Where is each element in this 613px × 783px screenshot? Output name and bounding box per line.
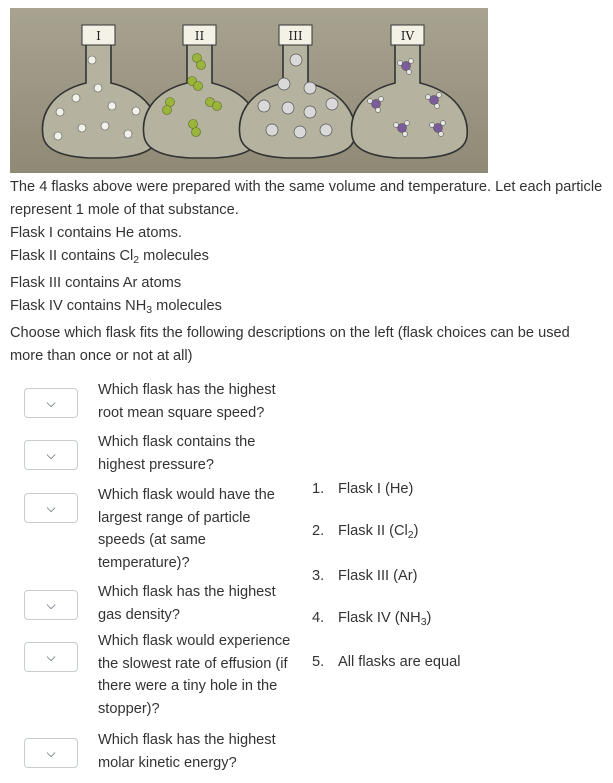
flask-3-label: III	[288, 29, 303, 43]
intro-line: The 4 flasks above were prepared with the same volume and temperature. Let each particle represent 1 mole of that substance.	[10, 179, 603, 218]
flask-2-label: II	[194, 29, 205, 43]
answer-select[interactable]	[24, 590, 78, 620]
option-item: 1. Flask I (He)	[312, 481, 414, 497]
flask-3-description: Flask III contains Ar atoms	[10, 275, 182, 291]
answer-select[interactable]	[24, 738, 78, 768]
answer-select[interactable]	[24, 388, 78, 418]
chevron-down-icon: ⌵	[46, 395, 56, 410]
flasks-figure	[10, 8, 488, 173]
flask-4-label: IV	[400, 29, 415, 43]
chevron-down-icon: ⌵	[46, 745, 56, 760]
flask-4-description: Flask IV contains $NH_3$ molecules	[10, 298, 222, 316]
instructions: Choose which flask fits the following descriptions on the left (flask choices can be used more than once or not at all)	[10, 325, 570, 364]
question-intro	[10, 176, 605, 368]
answer-select[interactable]	[24, 493, 78, 523]
flask-1-description: Flask I contains He atoms.	[10, 225, 182, 241]
answer-select[interactable]	[24, 440, 78, 470]
chevron-down-icon: ⌵	[46, 500, 56, 515]
chevron-down-icon: ⌵	[46, 649, 56, 664]
question-text: Which flask has the highest gas density?	[98, 584, 276, 623]
question-text: Which flask would experience the slowest rate of effusion (if there were a tiny hole in the stopper)?	[98, 633, 291, 717]
question-text: Which flask has the highest root mean square speed?	[98, 382, 276, 421]
option-item: 3. Flask III (Ar)	[312, 568, 418, 584]
option-item: 4. Flask IV $(NH_3)$	[312, 610, 432, 628]
chevron-down-icon: ⌵	[46, 447, 56, 462]
flask-2-description: Flask II contains $Cl_2$ molecules	[10, 248, 209, 266]
option-item: 5. All flasks are equal	[312, 654, 461, 670]
chevron-down-icon: ⌵	[46, 597, 56, 612]
question-text: Which flask would have the largest range of particle speeds (at same temperature)?	[98, 487, 275, 571]
option-item: 2. Flask II $(Cl_2)$	[312, 523, 419, 541]
question-text: Which flask contains the highest pressure?	[98, 434, 256, 473]
flask-1-label: I	[96, 29, 101, 43]
answer-select[interactable]	[24, 642, 78, 672]
question-text: Which flask has the highest molar kinetic energy?	[98, 732, 276, 771]
